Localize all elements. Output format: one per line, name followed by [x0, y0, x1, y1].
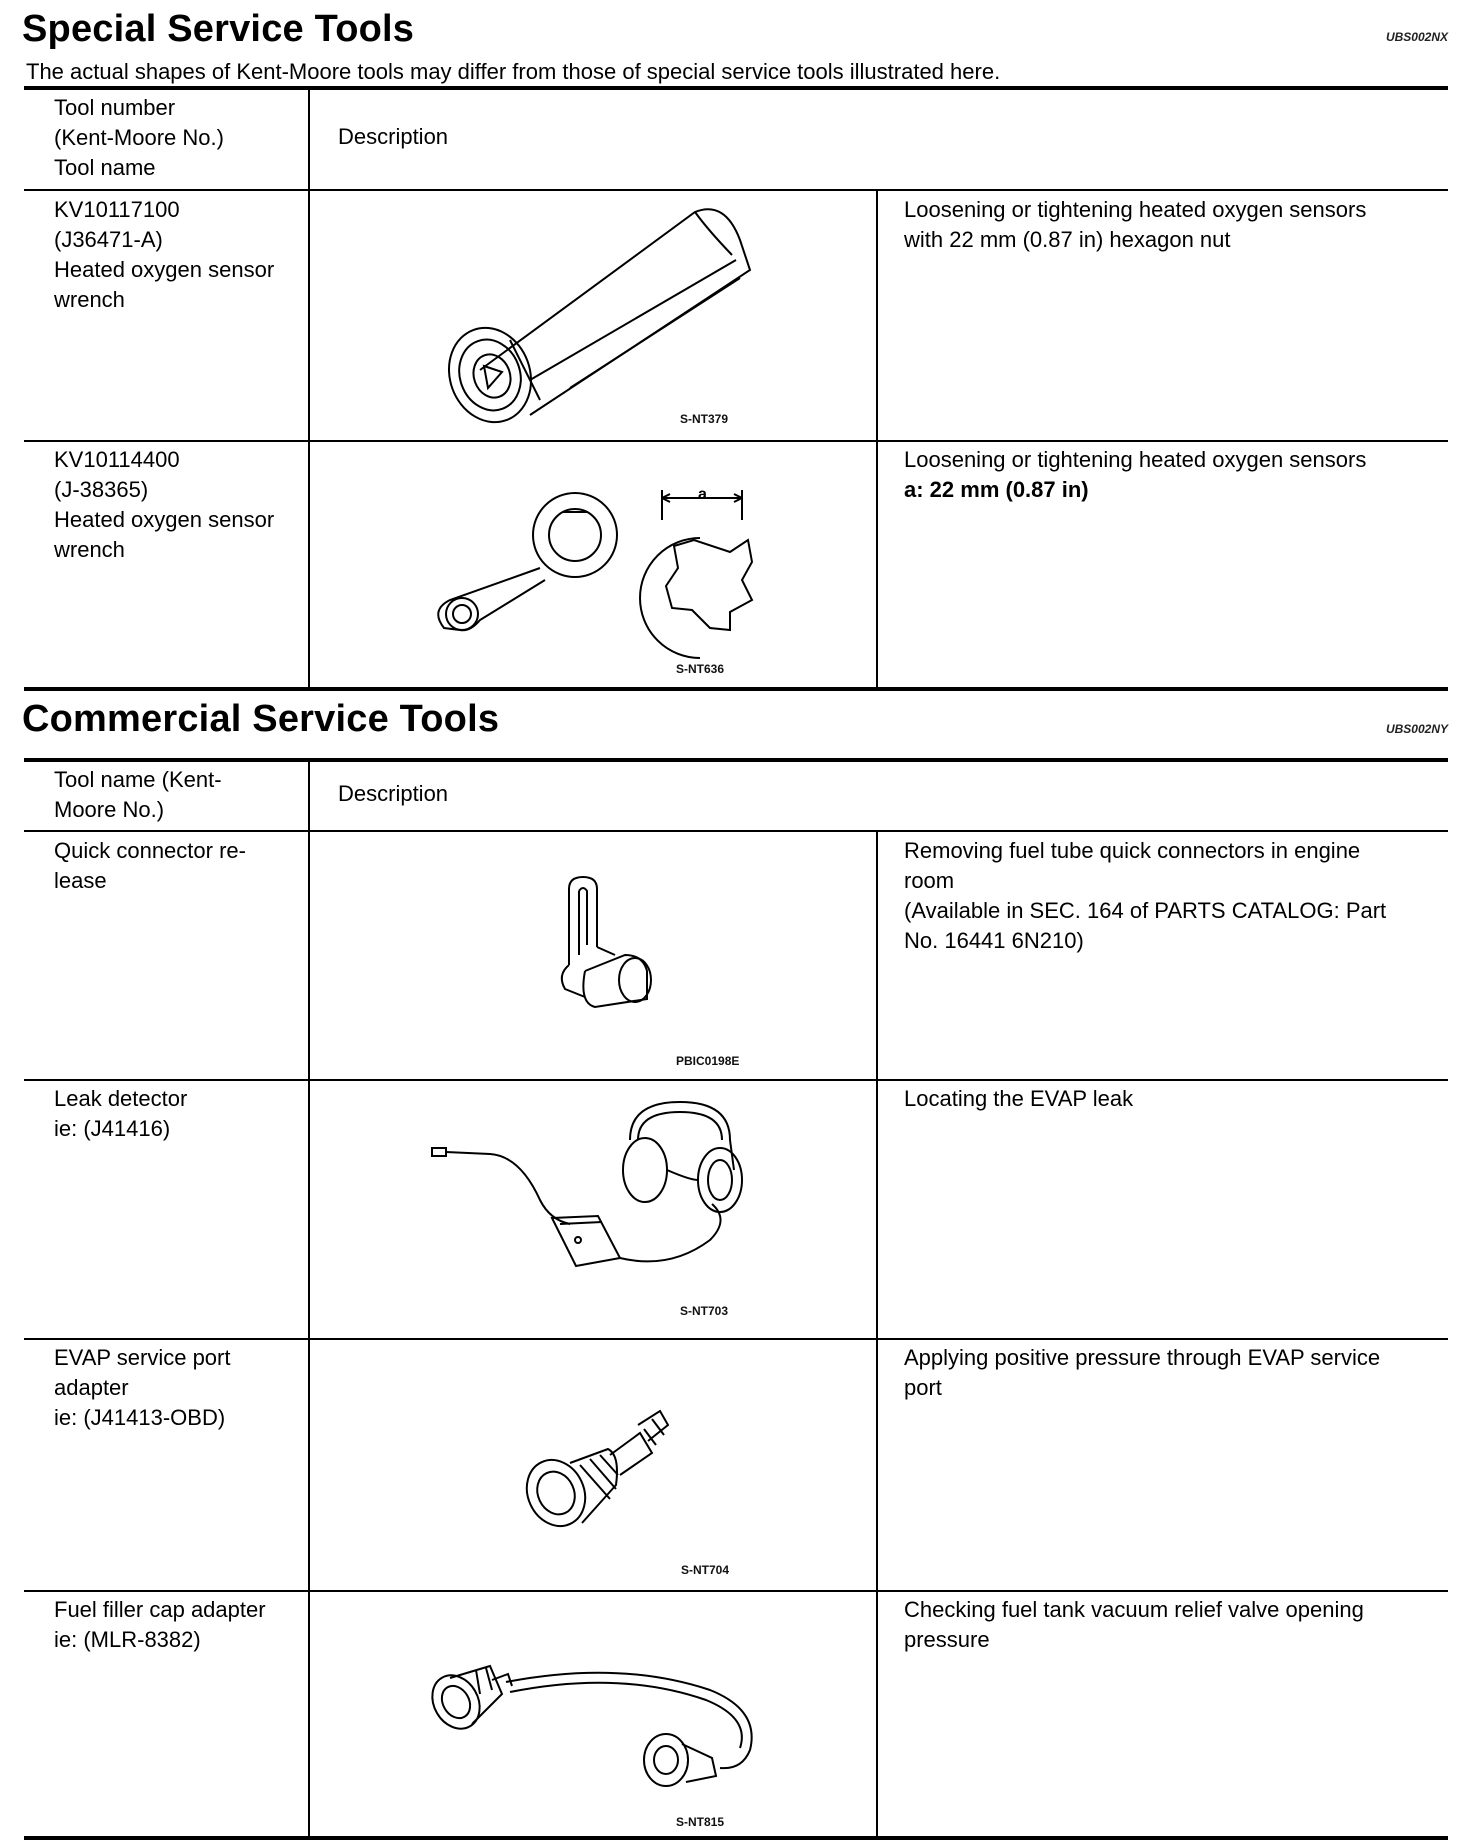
tool-name: Fuel filler cap adapter — [54, 1597, 266, 1622]
kent-moore-note: The actual shapes of Kent-Moore tools may differ from those of special service tools illustrated here. — [26, 59, 1001, 84]
commercial-tools-code: UBS002NY — [1385, 722, 1448, 736]
header-line: Tool name (Kent- — [54, 767, 222, 792]
tool-name: wrench — [54, 537, 125, 562]
tool-name: Leak detector — [54, 1086, 188, 1111]
description-line: room — [904, 868, 955, 893]
special-tools-code: UBS002NX — [1385, 30, 1448, 44]
quick-connector-release-figure — [555, 875, 665, 1025]
kent-moore-number: (J36471-A) — [54, 227, 163, 252]
description-cell — [904, 1343, 1380, 1403]
tool-name: lease — [54, 868, 107, 893]
description-cell — [904, 1084, 1133, 1114]
table-top-rule — [24, 758, 1448, 762]
kent-moore-number: ie: (MLR-8382) — [54, 1627, 201, 1652]
row-rule — [24, 1338, 1448, 1340]
tool-cell — [54, 445, 274, 565]
commercial-header-tool — [54, 765, 222, 825]
leak-detector-figure — [430, 1100, 770, 1290]
tool-name: adapter — [54, 1375, 129, 1400]
description-line: Removing fuel tube quick connectors in engine — [904, 838, 1361, 863]
kent-moore-number: ie: (J41416) — [54, 1116, 171, 1141]
figure-code: S-NT703 — [680, 1304, 729, 1318]
special-tools-title: Special Service Tools — [22, 8, 415, 50]
description-dimension: a: 22 mm (0.87 in) — [904, 477, 1089, 502]
description-line: No. 16441 6N210) — [904, 928, 1084, 953]
description-line: Locating the EVAP leak — [904, 1086, 1134, 1111]
description-cell — [904, 836, 1386, 956]
commercial-tools-title: Commercial Service Tools — [22, 698, 500, 740]
tool-number: KV10114400 — [54, 447, 180, 472]
row-rule — [24, 189, 1448, 191]
tool-name: wrench — [54, 287, 125, 312]
kent-moore-number: ie: (J41413-OBD) — [54, 1405, 226, 1430]
figure-code: S-NT704 — [681, 1563, 730, 1577]
column-divider — [876, 189, 878, 688]
tool-cell — [54, 1084, 187, 1144]
description-cell — [904, 195, 1366, 255]
row-rule — [24, 440, 1448, 442]
header-line: Tool name — [54, 155, 156, 180]
table-top-rule — [24, 86, 1448, 90]
oxygen-sensor-socket-wrench-figure — [440, 200, 780, 430]
table-bottom-rule — [24, 687, 1448, 691]
header-line: Moore No.) — [54, 797, 165, 822]
column-divider — [308, 88, 310, 688]
description-line: Checking fuel tank vacuum relief valve opening — [904, 1597, 1364, 1622]
column-divider — [876, 830, 878, 1838]
figure-code: PBIC0198E — [676, 1054, 740, 1068]
dimension-label: a — [698, 486, 707, 503]
table-bottom-rule — [24, 1836, 1448, 1840]
description-line: Applying positive pressure through EVAP service — [904, 1345, 1381, 1370]
special-header-tool — [54, 93, 224, 183]
kent-moore-number: (J-38365) — [54, 477, 149, 502]
figure-code: S-NT636 — [676, 662, 725, 676]
description-cell — [904, 445, 1366, 505]
row-rule — [24, 1590, 1448, 1592]
tool-cell — [54, 1343, 230, 1433]
special-header-description: Description — [338, 124, 449, 149]
description-line: Loosening or tightening heated oxygen sensors — [904, 447, 1367, 472]
fuel-filler-cap-adapter-figure — [420, 1660, 770, 1800]
description-line: with 22 mm (0.87 in) hexagon nut — [904, 227, 1231, 252]
flare-nut-wrench-figure — [430, 480, 770, 660]
tool-name: Heated oxygen sensor — [54, 257, 275, 282]
evap-service-port-adapter-figure — [520, 1405, 670, 1535]
figure-code: S-NT379 — [680, 412, 729, 426]
header-line: Tool number — [54, 95, 176, 120]
tool-cell — [54, 195, 274, 315]
tool-name: Heated oxygen sensor — [54, 507, 275, 532]
tool-name: EVAP service port — [54, 1345, 231, 1370]
description-line: pressure — [904, 1627, 990, 1652]
header-line: (Kent-Moore No.) — [54, 125, 224, 150]
tool-cell — [54, 1595, 266, 1655]
description-line: port — [904, 1375, 942, 1400]
column-divider — [308, 760, 310, 1838]
row-rule — [24, 830, 1448, 832]
tool-cell — [54, 836, 246, 896]
row-rule — [24, 1079, 1448, 1081]
description-line: (Available in SEC. 164 of PARTS CATALOG: Part — [904, 898, 1387, 923]
tool-number: KV10117100 — [54, 197, 180, 222]
commercial-header-description: Description — [338, 781, 449, 806]
description-cell — [904, 1595, 1364, 1655]
tool-name: Quick connector re- — [54, 838, 246, 863]
description-line: Loosening or tightening heated oxygen sensors — [904, 197, 1367, 222]
figure-code: S-NT815 — [676, 1815, 725, 1829]
